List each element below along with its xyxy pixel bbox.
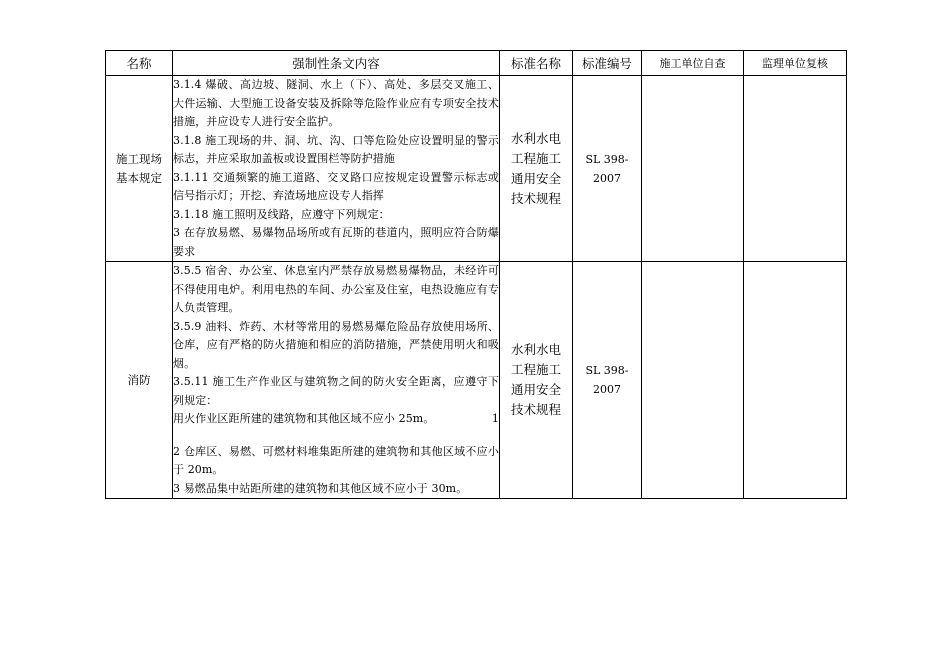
clause-text: 3.1.4 爆破、高边坡、隧洞、水上（下）、高处、多层交叉施工、大件运输、大型施工设备安装及拆除等危险作业应有专项安全技术措施，并应设专人进行安全监护。 xyxy=(173,78,499,128)
category-label: 消防 xyxy=(127,372,151,387)
header-row xyxy=(106,51,847,76)
standard-code-cell xyxy=(573,262,642,499)
clause-text: 3.5.11 施工生产作业区与建筑物之间的防火安全距离，应遵守下列规定： xyxy=(173,375,499,407)
supervisor-review-cell[interactable] xyxy=(744,76,847,262)
category-label: 施工现场基本规定 xyxy=(116,151,162,185)
clause-text: 3.1.18 施工照明及线路，应遵守下列规定： xyxy=(173,207,390,221)
clause-text: 2 仓库区、易燃、可燃材料堆集距所建的建筑物和其他区域不应小于 20m。 xyxy=(173,444,499,476)
header-supervisor-review: 监理单位复核 xyxy=(744,51,847,76)
clause-text: 3 在存放易燃、易爆物品场所或有瓦斯的巷道内，照明应符合防爆要求 xyxy=(173,226,499,258)
clause-cell xyxy=(173,262,500,499)
header-standard-code: 标准编号 xyxy=(573,51,642,76)
clause-item-number: 1 xyxy=(491,412,499,425)
standard-name-cell xyxy=(500,262,573,499)
standard-code-cell xyxy=(573,76,642,262)
contractor-check-cell[interactable] xyxy=(642,76,744,262)
header-name: 名称 xyxy=(106,51,173,76)
clause-text: 3.5.5 宿舍、办公室、休息室内严禁存放易燃易爆物品，未经许可不得使用电炉。利用电热的车间、办公室及住室，电热设施应有专人负责管理。 xyxy=(173,264,499,314)
header-contractor-check: 施工单位自查 xyxy=(642,51,744,76)
contractor-check-cell[interactable] xyxy=(642,262,744,499)
category-cell xyxy=(106,262,173,499)
mandatory-provisions-table xyxy=(105,50,847,499)
category-cell xyxy=(106,76,173,262)
clause-text: 3.1.11 交通频繁的施工道路、交叉路口应按规定设置警示标志或信号指示灯；开挖、弃渣场地应设专人指挥 xyxy=(173,170,499,202)
clause-text: 3 易燃品集中站距所建的建筑物和其他区域不应小于 30m。 xyxy=(173,481,468,495)
standard-code: SL 398-2007 xyxy=(585,152,629,185)
clause-text: 3.5.9 油料、炸药、木材等常用的易燃易爆危险品存放使用场所、仓库，应有严格的防火措施和相应的消防措施，严禁使用明火和吸烟。 xyxy=(173,319,499,370)
table-row xyxy=(106,262,847,499)
clause-text: 用火作业区距所建的建筑物和其他区域不应小 25m。 xyxy=(173,412,435,425)
table-row xyxy=(106,76,847,262)
supervisor-review-cell[interactable] xyxy=(744,262,847,499)
standard-name: 水利水电工程施工通用安全技术规程 xyxy=(510,342,561,417)
clause-cell xyxy=(173,76,500,262)
header-content: 强制性条文内容 xyxy=(173,51,500,76)
header-standard-name: 标准名称 xyxy=(500,51,573,76)
clause-text: 3.1.8 施工现场的井、洞、坑、沟、口等危险处应设置明显的警示标志，并应采取加盖板或设置围栏等防护措施 xyxy=(173,133,499,165)
standard-name: 水利水电工程施工通用安全技术规程 xyxy=(510,130,561,206)
standard-code: SL 398-2007 xyxy=(585,364,629,396)
standard-name-cell xyxy=(500,76,573,262)
